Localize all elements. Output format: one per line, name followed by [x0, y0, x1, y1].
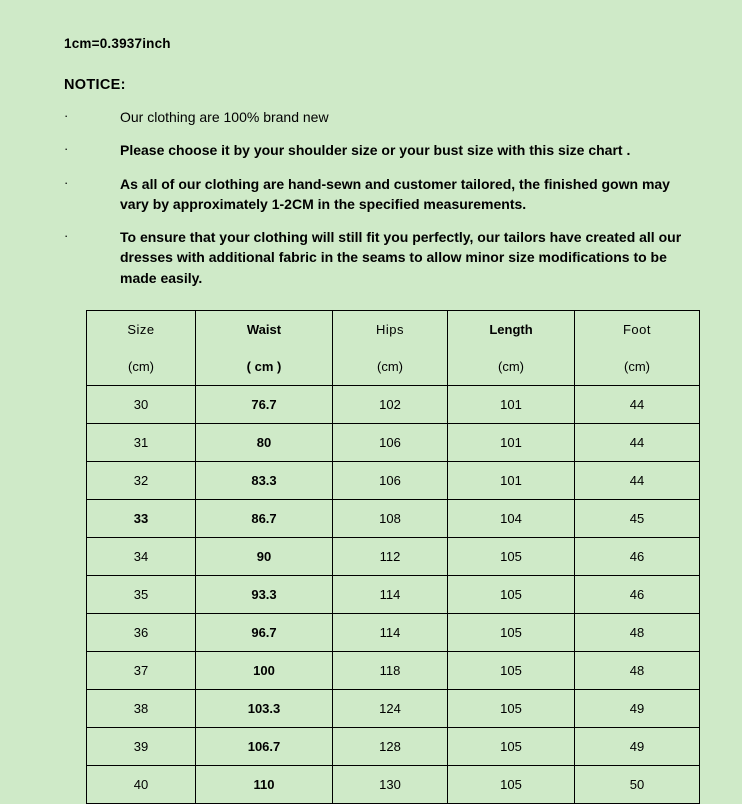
cell-length: 101	[448, 386, 575, 424]
table-row	[87, 728, 700, 766]
cell-foot: 44	[575, 462, 700, 500]
cell-waist: 90	[196, 538, 333, 576]
cell-waist: 93.3	[196, 576, 333, 614]
cell-length: 105	[448, 690, 575, 728]
cell-foot: 44	[575, 386, 700, 424]
cell-waist: 106.7	[196, 728, 333, 766]
cell-waist: 100	[196, 652, 333, 690]
cell-hips: 106	[333, 462, 448, 500]
table-row	[87, 538, 700, 576]
cell-length: 105	[448, 538, 575, 576]
cell-hips: 128	[333, 728, 448, 766]
table-unit-row	[87, 348, 700, 386]
notice-bullet-text: Our clothing are 100% brand new	[120, 109, 329, 125]
cell-length: 101	[448, 424, 575, 462]
header-length: Length	[448, 311, 575, 349]
cell-size: 37	[87, 652, 196, 690]
header-foot: Foot	[575, 311, 700, 349]
cell-waist: 110	[196, 766, 333, 804]
table-row	[87, 462, 700, 500]
table-row	[87, 652, 700, 690]
notice-bullet	[64, 140, 692, 160]
notice-bullet	[64, 227, 692, 288]
cell-hips: 114	[333, 614, 448, 652]
notice-bullet-text: To ensure that your clothing will still fit you perfectly, our tailors have created all our dresses with additional fabric in the seams to allow minor size modifications to be made easily.	[120, 229, 682, 286]
notice-bullet	[64, 174, 692, 215]
cell-length: 105	[448, 652, 575, 690]
cell-waist: 76.7	[196, 386, 333, 424]
notice-bullet	[64, 107, 692, 127]
cell-foot: 48	[575, 614, 700, 652]
cell-hips: 124	[333, 690, 448, 728]
cell-hips: 130	[333, 766, 448, 804]
notice-bullet-text: As all of our clothing are hand-sewn and customer tailored, the finished gown may vary by approximately 1-2CM in the specified measurements.	[120, 175, 670, 212]
cell-hips: 112	[333, 538, 448, 576]
cell-foot: 50	[575, 766, 700, 804]
table-header-row	[87, 311, 700, 349]
cell-size: 38	[87, 690, 196, 728]
cell-hips: 108	[333, 500, 448, 538]
cell-length: 105	[448, 766, 575, 804]
table-row	[87, 424, 700, 462]
table-row	[87, 690, 700, 728]
cell-foot: 48	[575, 652, 700, 690]
cell-foot: 46	[575, 576, 700, 614]
table-row	[87, 576, 700, 614]
unit-hips: (cm)	[333, 348, 448, 386]
cell-waist: 96.7	[196, 614, 333, 652]
size-chart-table	[86, 310, 700, 804]
cell-hips: 118	[333, 652, 448, 690]
conversion-note: 1cm=0.3937inch	[64, 36, 171, 51]
notice-bullet-text: Please choose it by your shoulder size or your bust size with this size chart .	[120, 142, 631, 159]
header-size: Size	[87, 311, 196, 349]
notice-heading: NOTICE:	[64, 77, 126, 93]
cell-hips: 114	[333, 576, 448, 614]
table-row	[87, 766, 700, 804]
cell-foot: 44	[575, 424, 700, 462]
unit-size: (cm)	[87, 348, 196, 386]
cell-foot: 46	[575, 538, 700, 576]
header-hips: Hips	[333, 311, 448, 349]
cell-waist: 86.7	[196, 500, 333, 538]
table-row	[87, 386, 700, 424]
cell-length: 105	[448, 576, 575, 614]
unit-foot: (cm)	[575, 348, 700, 386]
cell-size: 33	[87, 500, 196, 538]
cell-size: 39	[87, 728, 196, 766]
unit-waist: ( cm )	[196, 348, 333, 386]
cell-size: 36	[87, 614, 196, 652]
table-row	[87, 614, 700, 652]
cell-foot: 45	[575, 500, 700, 538]
unit-length: (cm)	[448, 348, 575, 386]
cell-size: 34	[87, 538, 196, 576]
bullet-marker-icon: ·	[64, 174, 69, 190]
cell-size: 30	[87, 386, 196, 424]
cell-hips: 106	[333, 424, 448, 462]
cell-waist: 83.3	[196, 462, 333, 500]
cell-size: 40	[87, 766, 196, 804]
cell-waist: 80	[196, 424, 333, 462]
header-waist: Waist	[196, 311, 333, 349]
table-row	[87, 500, 700, 538]
cell-size: 32	[87, 462, 196, 500]
cell-length: 105	[448, 614, 575, 652]
cell-waist: 103.3	[196, 690, 333, 728]
cell-length: 101	[448, 462, 575, 500]
cell-size: 31	[87, 424, 196, 462]
cell-foot: 49	[575, 728, 700, 766]
cell-hips: 102	[333, 386, 448, 424]
bullet-marker-icon: ·	[64, 228, 69, 244]
cell-foot: 49	[575, 690, 700, 728]
cell-length: 105	[448, 728, 575, 766]
bullet-marker-icon: ·	[64, 141, 69, 157]
cell-size: 35	[87, 576, 196, 614]
cell-length: 104	[448, 500, 575, 538]
bullet-marker-icon: ·	[64, 108, 69, 123]
